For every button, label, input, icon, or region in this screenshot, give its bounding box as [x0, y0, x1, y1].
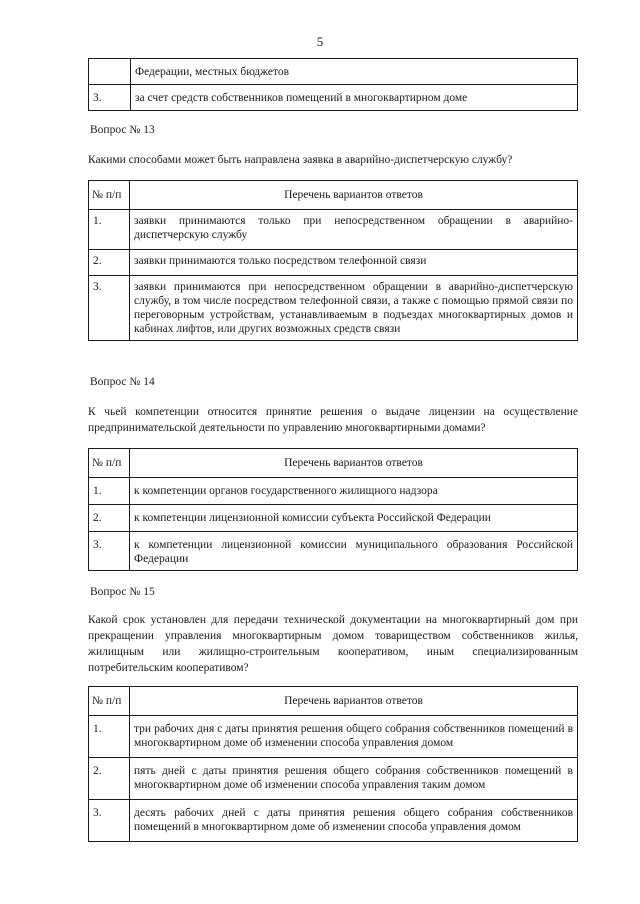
column-header-answers: Перечень вариантов ответов	[130, 687, 578, 716]
question-title: Вопрос № 13	[90, 124, 155, 136]
table-row	[89, 59, 578, 85]
row-number: 3.	[89, 85, 131, 111]
table-row	[89, 758, 578, 800]
table-header-row	[89, 449, 578, 478]
question-text: Какими способами может быть направлена заявка в аварийно-диспетчерскую службу?	[88, 154, 513, 166]
row-text: к компетенции лицензионной комиссии муниципального образования Российской Федерации	[130, 532, 578, 571]
question-text: Какой срок установлен для передачи технической документации на многоквартирный дом при прекращении управления многоквартирным домом товариществом собственников жилья, жилищным или жилищно-строительным кооперативом, иным специализированным потребительским кооперативом?	[88, 614, 578, 674]
row-text: к компетенции лицензионной комиссии субъекта Российской Федерации	[130, 505, 578, 532]
row-number	[89, 59, 131, 85]
table-row	[89, 716, 578, 758]
row-number: 3.	[89, 800, 130, 842]
row-number: 3.	[89, 276, 130, 341]
table-row	[89, 505, 578, 532]
question-title: Вопрос № 14	[90, 376, 155, 388]
question-text: К чьей компетенции относится принятие решения о выдаче лицензии на осуществление предпринимательской деятельности по управлению многоквартирными домами?	[88, 406, 578, 434]
row-text: пять дней с даты принятия решения общего собрания собственников помещений в многоквартирном доме об изменении способа управления таким домом	[130, 758, 578, 800]
row-text: заявки принимаются при непосредственном обращении в аварийно-диспетчерскую службу, в том числе посредством телефонной связи, а также с помощью прямой связи по переговорным устройствам, устанавливаемым в подъездах многоквартирных домов и кабинах лифтов, или других возможных средств связи	[130, 276, 578, 341]
column-header-answers: Перечень вариантов ответов	[130, 449, 578, 478]
row-text: три рабочих дня с даты принятия решения общего собрания собственников помещений в многоквартирном доме об изменении способа управления домом	[130, 716, 578, 758]
table-header-row	[89, 181, 578, 210]
row-text: Федерации, местных бюджетов	[131, 59, 578, 85]
row-number: 1.	[89, 716, 130, 758]
answers-table	[88, 686, 578, 842]
row-text: за счет средств собственников помещений в многоквартирном доме	[131, 85, 578, 111]
row-text: к компетенции органов государственного жилищного надзора	[130, 478, 578, 505]
answers-table	[88, 180, 578, 341]
table-row	[89, 478, 578, 505]
table-row	[89, 276, 578, 341]
table-row	[89, 532, 578, 571]
row-number: 1.	[89, 210, 130, 250]
column-header-number: № п/п	[89, 181, 130, 210]
row-text: заявки принимаются только при непосредственном обращении в аварийно-диспетчерскую службу	[130, 210, 578, 250]
column-header-number: № п/п	[89, 687, 130, 716]
table-row	[89, 250, 578, 276]
table-header-row	[89, 687, 578, 716]
row-number: 1.	[89, 478, 130, 505]
row-text: десять рабочих дней с даты принятия решения общего собрания собственников помещений в многоквартирном доме об изменении способа управления домом	[130, 800, 578, 842]
row-number: 2.	[89, 758, 130, 800]
row-text: заявки принимаются только посредством телефонной связи	[130, 250, 578, 276]
column-header-answers: Перечень вариантов ответов	[130, 181, 578, 210]
row-number: 2.	[89, 250, 130, 276]
question-title: Вопрос № 15	[90, 586, 155, 598]
table-row	[89, 210, 578, 250]
table-row	[89, 800, 578, 842]
row-number: 3.	[89, 532, 130, 571]
row-number: 2.	[89, 505, 130, 532]
page-number: 5	[316, 34, 324, 49]
table-row	[89, 85, 578, 111]
answers-table	[88, 448, 578, 571]
column-header-number: № п/п	[89, 449, 130, 478]
continuation-table	[88, 58, 578, 111]
